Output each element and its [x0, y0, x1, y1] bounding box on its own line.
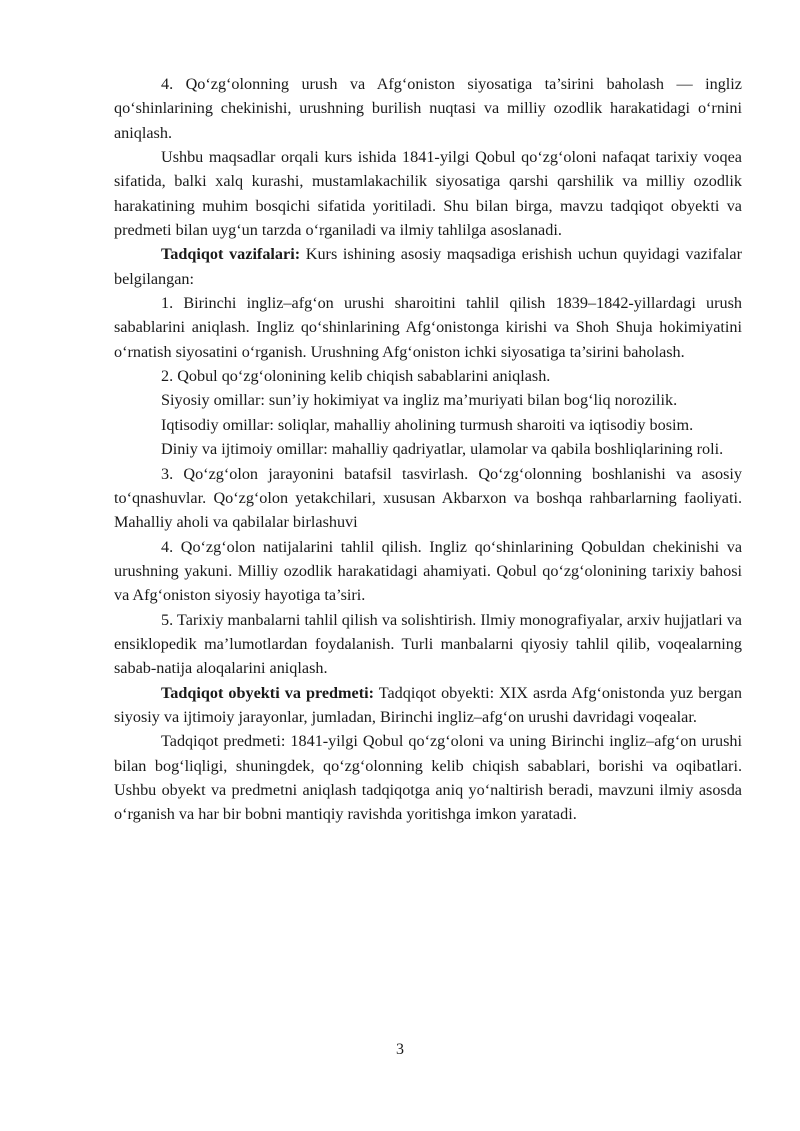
paragraph-text: 4. Qo‘zg‘olonning urush va Afg‘oniston siyosatiga ta’sirini baholash — ingliz qo‘shinlarining chekinishi, urushning burilish nuqtasi va milliy ozodlik harakatidagi o‘rnini aniqlash.	[114, 75, 742, 142]
paragraph-text: Ushbu maqsadlar orqali kurs ishida 1841-yilgi Qobul qo‘zg‘oloni nafaqat tarixiy voqea sifatida, balki xalq kurashi, mustamlakachilik siyosatiga qarshi qarshilik va milliy ozodlik harakatining muhim bosqichi sifatida yoritiladi. Shu bilan birga, mavzu tadqiqot obyekti va predmeti bilan uyg‘un tarzda o‘rganiladi va ilmiy tahlilga asoslanadi.	[114, 148, 742, 240]
paragraph-task-1	[114, 291, 742, 364]
section-heading-research-tasks: Tadqiqot vazifalari:	[161, 245, 301, 264]
paragraph-task-5	[114, 608, 742, 681]
document-body	[114, 72, 742, 827]
paragraph-research-subject	[114, 729, 742, 826]
paragraph-goal-4	[114, 72, 742, 145]
paragraph-political-factors	[114, 388, 742, 412]
paragraph-goals-summary	[114, 145, 742, 242]
paragraph-task-4	[114, 535, 742, 608]
paragraph-economic-factors	[114, 413, 742, 437]
page-number: 3	[396, 1041, 404, 1058]
paragraph-text: Diniy va ijtimoiy omillar: mahalliy qadriyatlar, ulamolar va qabila boshliqlarining roli.	[161, 440, 724, 459]
paragraph-text: 5. Tarixiy manbalarni tahlil qilish va solishtirish. Ilmiy monografiyalar, arxiv hujjatlari va ensiklopedik ma’lumotlardan foydalanish. Turli manbalarni qiyosiy tahlil qilib, voqealarning sabab-natija aloqalarini aniqlash.	[114, 610, 742, 678]
paragraph-text: Kurs ishining asosiy maqsadiga erishish uchun quyidagi vazifalar belgilangan:	[114, 245, 742, 288]
paragraph-text: 1. Birinchi ingliz–afg‘on urushi sharoitini tahlil qilish 1839–1842-yillardagi urush sabablarini aniqlash. Ingliz qo‘shinlarining Afg‘onistonga kirishi va Shoh Shuja hokimiyatini o‘rnatish siyosatini o‘rganish. Urushning Afg‘oniston ichki siyosatiga ta’sirini baholash.	[114, 294, 742, 361]
paragraph-text: Tadqiqot obyekti: XIX asrda Afg‘onistonda yuz bergan siyosiy va ijtimoiy jarayonlar, jumladan, Birinchi ingliz–afg‘on urushi davridagi voqealar.	[114, 683, 742, 726]
paragraph-task-3	[114, 462, 742, 535]
paragraph-text: 3. Qo‘zg‘olon jarayonini batafsil tasvirlash. Qo‘zg‘olonning boshlanishi va asosiy to‘qnashuvlar. Qo‘zg‘olon yetakchilari, xususan Akbarxon va boshqa rahbarlarning faoliyati. Mahalliy aholi va qabilalar birlashuvi	[114, 464, 742, 532]
paragraph-research-object	[114, 681, 742, 730]
paragraph-text: Tadqiqot predmeti: 1841-yilgi Qobul qo‘zg‘oloni va uning Birinchi ingliz–afg‘on urushi bilan bog‘liqligi, shuningdek, qo‘zg‘olonning kelib chiqish sabablari, borishi va oqibatlari. Ushbu obyekt va predmetni aniqlash tadqiqotga aniq yo‘naltirish beradi, mavzuni ilmiy asosda o‘rganish va har bir bobni mantiqiy ravishda yoritishga imkon yaratadi.	[114, 732, 742, 824]
paragraph-research-tasks	[114, 242, 742, 291]
paragraph-text: Siyosiy omillar: sun’iy hokimiyat va ingliz ma’muriyati bilan bog‘liq norozilik.	[161, 391, 678, 410]
paragraph-religious-social-factors	[114, 437, 742, 461]
paragraph-text: 4. Qo‘zg‘olon natijalarini tahlil qilish. Ingliz qo‘shinlarining Qobuldan chekinishi va urushning yakuni. Milliy ozodlik harakatidagi ahamiyati. Qobul qo‘zg‘olonining tarixiy bahosi va Afg‘oniston siyosiy hayotiga ta’siri.	[114, 537, 742, 605]
paragraph-task-2	[114, 364, 742, 388]
paragraph-text: 2. Qobul qo‘zg‘olonining kelib chiqish sabablarini aniqlash.	[161, 367, 551, 386]
paragraph-text: Iqtisodiy omillar: soliqlar, mahalliy aholining turmush sharoiti va iqtisodiy bosim.	[161, 415, 694, 434]
section-heading-research-object: Tadqiqot obyekti va predmeti:	[161, 683, 374, 702]
